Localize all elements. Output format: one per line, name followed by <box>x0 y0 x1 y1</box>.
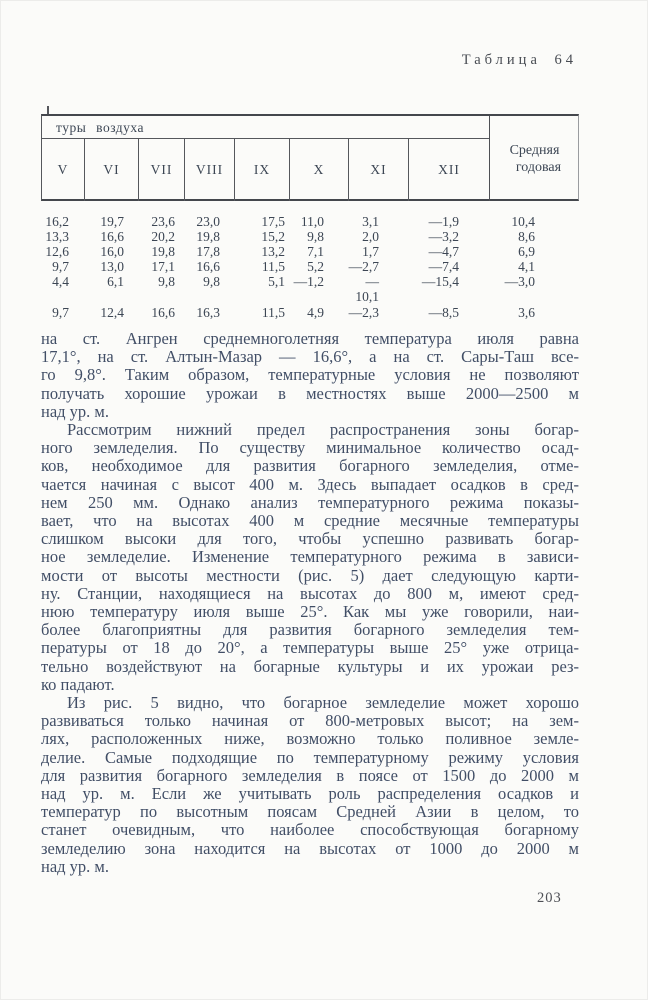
table-cell: 10,4 <box>511 214 535 229</box>
text-line: Рассмотрим нижний предел распространения зоны богар- <box>67 420 579 440</box>
table-cell: 3,6 <box>518 304 535 320</box>
text-line: Из рис. 5 видно, что богарное земледелие может хорошо <box>67 693 579 713</box>
table-data <box>41 201 579 320</box>
column-header-x: X <box>290 139 349 201</box>
text-line: 17,1°, на ст. Алтын-Мазар — 16,6°, а на ст. Сары-Таш все- <box>41 347 579 367</box>
text-line: ну. Станции, находящиеся на высотах до 800 м, имеют сред- <box>41 583 579 603</box>
text-line: более благоприятны для развития богарного земледелия тем- <box>41 620 579 640</box>
text-line: на ст. Ангрен среднемноголетняя температура июля равна <box>41 329 579 348</box>
table-cell: 19,8 <box>151 244 175 260</box>
table-cell: 23,6 <box>151 214 175 229</box>
table-row <box>41 244 579 259</box>
table-cell: 7,1 <box>307 244 324 260</box>
table-cell: —1,9 <box>428 214 459 229</box>
table-cell: 4,1 <box>518 259 535 275</box>
table-cell: —7,4 <box>428 259 459 275</box>
table-cell: 6,1 <box>107 274 124 290</box>
table-cell: 16,2 <box>45 214 69 229</box>
text-line: лях, расположенных ниже, возможно только поливное земле- <box>41 729 579 749</box>
table-cell: 11,5 <box>261 259 285 275</box>
temperature-table <box>41 114 579 320</box>
table-cell: 23,0 <box>196 214 220 229</box>
table-cell: —2,7 <box>348 259 379 275</box>
table-cell: 4,4 <box>52 274 69 290</box>
paragraph <box>41 330 579 421</box>
table-cell: 20,2 <box>151 229 175 245</box>
table-cell: 16,0 <box>100 244 124 260</box>
table-cell: 2,0 <box>362 229 379 245</box>
text-line: земледелию зона находится на высотах от 1000 до 2000 м <box>41 838 579 858</box>
table-cell: 17,5 <box>261 214 285 229</box>
column-header-vi: VI <box>85 139 139 201</box>
text-line: над ур. м. <box>41 856 109 876</box>
column-header-ix: IX <box>235 139 290 201</box>
table-cell: 16,6 <box>100 229 124 245</box>
column-header-v: V <box>42 139 85 201</box>
table-cell: 17,1 <box>151 259 175 275</box>
table-cell: 9,8 <box>203 274 220 290</box>
text-line: нем 250 мм. Однако анализ температурного режима показы- <box>41 492 579 512</box>
table-cell: 11,5 <box>261 304 285 320</box>
text-line: вает, что на высотах 400 м средние месячные температуры <box>41 511 579 531</box>
text-line: развиваться только начиная от 800-метровых высот; на зем- <box>41 711 579 731</box>
page-text <box>41 330 579 876</box>
table-cell: 9,7 <box>52 304 69 320</box>
table-cell: 19,8 <box>196 229 220 245</box>
table-cell: 5,2 <box>307 259 324 275</box>
text-line: над ур. м. Если же учитывать роль распределения осадков и <box>41 784 579 804</box>
table-cell: 9,8 <box>307 229 324 245</box>
text-line: для развития богарного земледелия в поясе от 1500 до 2000 м <box>41 765 579 785</box>
text-line: чается начиная с высот 400 м. Здесь выпадает осадков в сред- <box>41 474 579 494</box>
text-line: делие. Самые подходящие по температурному режиму условия <box>41 747 579 767</box>
table-cell: —10,1 <box>355 274 379 305</box>
table-cell: 16,6 <box>151 304 175 320</box>
table-cell: —3,0 <box>504 274 535 290</box>
table-cell: 8,6 <box>518 229 535 245</box>
table-group-header: туры воздуха <box>42 116 489 139</box>
text-line: станет очевидным, что наиболее способствующая богарному <box>41 820 579 840</box>
avg-header-line2: годовая <box>515 159 562 175</box>
text-line: пературы от 18 до 20°, а температуры выше 25° уже отрица- <box>41 638 579 658</box>
table-cell: 13,3 <box>45 229 69 245</box>
text-line: ное земледелие. Изменение температурного режима в зависи- <box>41 547 579 567</box>
text-line: нюю температуру июля выше 25°. Как мы уже говорили, наи- <box>41 602 579 622</box>
column-header-vii: VII <box>139 139 185 201</box>
month-column-headers <box>42 139 489 201</box>
table-cell: 1,7 <box>362 244 379 260</box>
table-cell: 17,8 <box>196 244 220 260</box>
column-header-viii: VIII <box>185 139 235 201</box>
table-row <box>41 305 579 320</box>
table-cell: 5,1 <box>268 274 285 290</box>
table-cell: —3,2 <box>428 229 459 245</box>
column-header-xi: XI <box>349 139 409 201</box>
table-cell: 19,7 <box>100 214 124 229</box>
table-cell: 11,0 <box>300 214 324 229</box>
paragraph <box>41 694 579 876</box>
table-cell: 16,3 <box>196 304 220 320</box>
text-line: тельно воздействуют на богарные культуры и их урожаи рез- <box>41 656 579 676</box>
table-cell: 16,6 <box>196 259 220 275</box>
table-cell: 13,0 <box>100 259 124 275</box>
text-line: над ур. м. <box>41 401 109 421</box>
text-line: ного земледелия. По существу минимальное количество осад- <box>41 438 579 458</box>
table-cell: 12,6 <box>45 244 69 260</box>
column-header-xii: XII <box>438 162 460 177</box>
avg-header-line1: Средняя <box>509 142 560 158</box>
table-row <box>41 274 579 304</box>
table-cell: 6,9 <box>518 244 535 260</box>
table-cell: —1,2 <box>293 274 324 290</box>
table-cell: —8,5 <box>428 304 459 320</box>
text-line: го 9,8°. Таким образом, температурные условия не позволяют <box>41 365 579 385</box>
table-cell: 9,8 <box>158 274 175 290</box>
avg-annual-column-header <box>489 116 579 201</box>
table-cell: —15,4 <box>421 274 459 290</box>
page-number: 203 <box>537 890 562 906</box>
table-frame-stub <box>47 106 49 114</box>
table-cell: 13,2 <box>261 244 285 260</box>
text-line: ков, необходимое для развития богарного земледелия, отме- <box>41 456 579 476</box>
table-row <box>41 214 579 229</box>
table-cell: 4,9 <box>307 304 324 320</box>
table-header <box>41 114 579 201</box>
table-cell: —2,3 <box>348 304 379 320</box>
text-line: слишком высоки для того, чтобы успешно развивать богар- <box>41 529 579 549</box>
table-row <box>41 259 579 274</box>
text-line: температур по высотным поясам Средней Азии в целом, то <box>41 802 579 822</box>
table-cell: —4,7 <box>428 244 459 260</box>
table-caption: Таблица 64 <box>461 52 577 68</box>
paragraph <box>41 421 579 694</box>
table-cell: 12,4 <box>100 304 124 320</box>
text-line: мости от высоты местности (рис. 5) дает следующую карти- <box>41 565 579 585</box>
table-row <box>41 229 579 244</box>
table-cell: 15,2 <box>261 229 285 245</box>
text-line: ко падают. <box>41 674 115 694</box>
table-cell: 3,1 <box>362 214 379 229</box>
text-line: получать хорошие урожаи в местностях выше 2000—2500 м <box>41 383 579 403</box>
table-cell: 9,7 <box>52 259 69 275</box>
